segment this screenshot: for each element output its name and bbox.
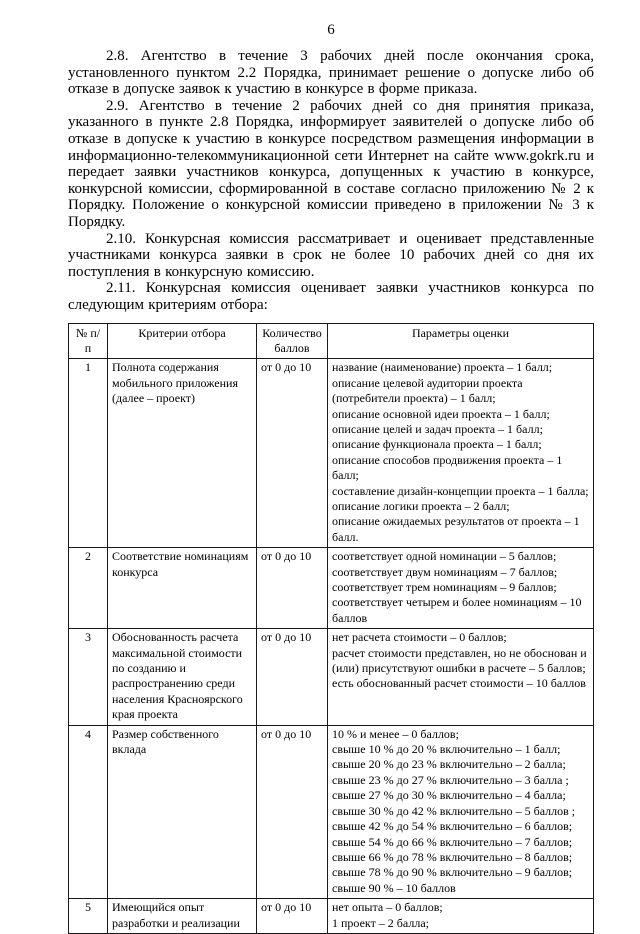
param-line: свыше 66 % до 78 % включительно – 8 баллов;: [332, 849, 573, 864]
params-cell: [328, 899, 594, 934]
param-line: соответствует трем номинациям – 9 баллов;: [332, 580, 557, 594]
param-line: 10 % и менее – 0 баллов;: [332, 726, 459, 741]
params-cell: [328, 629, 594, 725]
param-line: свыше 27 % до 30 % включительно – 4 балла;: [332, 788, 566, 803]
table-row: [69, 725, 594, 898]
param-line: расчет стоимости представлен, но не обоснован и (или) присутствуют ошибки в расчете – 5 баллов;: [332, 645, 587, 676]
paragraph-2-8: 2.8. Агентство в течение 3 рабочих дней после окончания срока, установленного пунктом 2.2 Порядка, принимает решение о допуске либо об отказе в допуске заявок к участию в конкурсе в форме приказа.: [68, 48, 594, 98]
param-line: описание целевой аудитории проекта (потребители проекта) – 1 балл;: [332, 375, 523, 406]
paragraph-2-10: 2.10. Конкурсная комиссия рассматривает и оценивает представленные участниками конкурса заявки в срок не более 10 рабочих дней со дня их поступления в конкурсную комиссию.: [68, 230, 594, 280]
table-header-row: [69, 323, 594, 359]
paragraph-2-11: 2.11. Конкурсная комиссия оценивает заявки участников конкурса по следующим критериям отбора:: [68, 280, 594, 313]
page-number: 6: [327, 22, 335, 38]
points-cell: от 0 до 10: [257, 899, 328, 934]
param-line: название (наименование) проекта – 1 балл;: [332, 360, 553, 375]
param-line: составление дизайн-концепции проекта – 1 балла;: [332, 483, 589, 498]
param-line: 1 проект – 2 балла;: [332, 915, 429, 930]
param-line: соответствует четырем и более номинациям – 10 баллов: [332, 595, 582, 625]
param-line: нет опыта – 0 баллов;: [332, 900, 443, 915]
param-line: описание целей и задач проекта – 1 балл;: [332, 421, 543, 436]
table-row: [69, 629, 594, 725]
param-line: описание логики проекта – 2 балл;: [332, 498, 510, 513]
params-cell: [328, 359, 594, 548]
row-number-cell: 5: [69, 899, 108, 934]
criteria-cell: Соответствие номинациям конкурса: [108, 548, 257, 629]
criteria-cell: Обоснованность расчета максимальной стоимости по созданию и распространению среди населения Красноярского края проекта: [108, 629, 257, 725]
params-cell: [328, 725, 594, 898]
param-line: соответствует одной номинации – 5 баллов;: [332, 549, 557, 564]
row-number-cell: 1: [69, 359, 108, 548]
row-number-cell: 3: [69, 629, 108, 725]
row-number-cell: 2: [69, 548, 108, 629]
param-line: соответствует двум номинациям – 7 баллов;: [332, 564, 558, 579]
criteria-cell: Имеющийся опыт разработки и реализации: [108, 899, 257, 934]
points-cell: от 0 до 10: [257, 548, 328, 629]
param-line: свыше 20 % до 23 % включительно – 2 балла;: [332, 757, 566, 772]
param-line: свыше 30 % до 42 % включительно – 5 баллов ;: [332, 803, 576, 818]
table-row: [69, 548, 594, 629]
param-line: свыше 42 % до 54 % включительно – 6 баллов;: [332, 819, 573, 834]
param-line: есть обоснованный расчет стоимости – 10 баллов: [332, 676, 586, 691]
param-line: свыше 23 % до 27 % включительно – 3 балла ;: [332, 772, 569, 787]
criteria-table-body: [69, 359, 594, 934]
header-points: Количество баллов: [257, 323, 328, 359]
points-cell: от 0 до 10: [257, 359, 328, 548]
criteria-cell: Полнота содержания мобильного приложения (далее – проект): [108, 359, 257, 548]
header-row-number: № п/п: [69, 323, 108, 359]
param-line: описание основной идеи проекта – 1 балл;: [332, 406, 550, 421]
points-cell: от 0 до 10: [257, 725, 328, 898]
criteria-table: [68, 323, 594, 934]
param-line: нет расчета стоимости – 0 баллов;: [332, 630, 507, 645]
param-line: свыше 78 % до 90 % включительно – 9 баллов;: [332, 865, 573, 880]
param-line: свыше 90 % – 10 баллов: [332, 880, 456, 895]
criteria-cell: Размер собственного вклада: [108, 725, 257, 898]
params-cell: [328, 548, 594, 629]
param-line: описание функционала проекта – 1 балл;: [332, 437, 542, 452]
param-line: описание способов продвижения проекта – 1 балл;: [332, 452, 563, 483]
paragraph-2-9: 2.9. Агентство в течение 2 рабочих дней со дня принятия приказа, указанного в пункте 2.8 Порядка, информирует заявителей о допуске либо об отказе в допуске к участию в конкурсе посредством размещения информации в информационно-телекоммуникационной сети Интернет на сайте www.gokrk.ru и передает заявки участников конкурса, допущенных к участию в конкурсе, конкурсной комиссии, сформированной в составе согласно приложению № 2 к Порядку. Положение о конкурсной комиссии приведено в приложении № 3 к Порядку.: [68, 97, 594, 230]
header-criteria: Критерии отбора: [108, 323, 257, 359]
param-line: свыше 54 % до 66 % включительно – 7 баллов;: [332, 834, 573, 849]
table-row: [69, 359, 594, 548]
row-number-cell: 4: [69, 725, 108, 898]
param-line: описание ожидаемых результатов от проекта – 1 балл.: [332, 514, 580, 544]
points-cell: от 0 до 10: [257, 629, 328, 725]
param-line: свыше 10 % до 20 % включительно – 1 балл;: [332, 742, 561, 757]
header-params: Параметры оценки: [328, 323, 594, 359]
table-row: [69, 899, 594, 934]
